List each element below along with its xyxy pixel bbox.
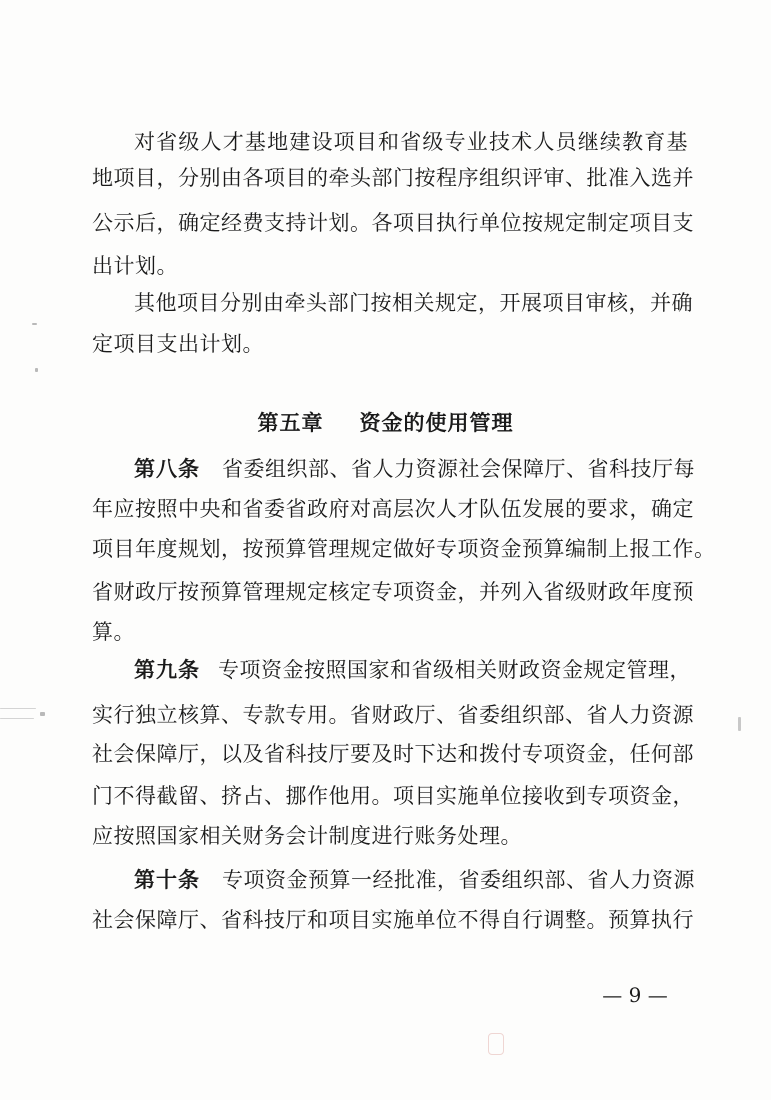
paragraph-1-line-1: 对省级人才基地建设项目和省级专业技术人员继续教育基: [134, 130, 688, 154]
chapter-heading: [0, 408, 771, 438]
article-9-line-2: 实行独立核算、专款专用。省财政厅、省委组织部、省人力资源: [92, 703, 694, 727]
article-9-text-1: 专项资金按照国家和省级相关财政资金规定管理，: [218, 658, 691, 682]
paragraph-1-line-2: 地项目，分别由各项目的牵头部门按程序组织评审、批准入选并: [92, 166, 694, 190]
paragraph-2-line-2: 定项目支出计划。: [92, 332, 264, 356]
article-9-line-1: [92, 656, 691, 684]
chapter-title: 资金的使用管理: [359, 411, 514, 435]
article-9-line-5: 应按照国家相关财务会计制度进行账务处理。: [92, 824, 522, 848]
article-8-line-4: 省财政厅按预算管理规定核定专项资金，并列入省级财政年度预: [92, 580, 694, 604]
scan-speck: [40, 712, 45, 716]
article-10-label: 第十条: [134, 868, 200, 892]
scan-speck: [738, 717, 741, 731]
paragraph-1-line-3: 公示后，确定经费支持计划。各项目执行单位按规定制定项目支: [92, 211, 694, 235]
article-8-text-1: 省委组织部、省人力资源社会保障厅、省科技厅每: [222, 457, 695, 481]
chapter-number: 第五章: [257, 411, 324, 435]
article-8-line-5: 算。: [92, 620, 135, 644]
article-8-line-1: [92, 455, 695, 483]
stamp-mark: [488, 1033, 504, 1055]
article-9-line-4: 门不得截留、挤占、挪作他用。项目实施单位接收到专项资金，: [92, 784, 694, 808]
article-8-line-3: 项目年度规划，按预算管理规定做好专项资金预算编制上报工作。: [92, 537, 716, 561]
scan-speck: [35, 368, 38, 372]
article-9-label: 第九条: [134, 658, 200, 682]
article-10-text-1: 专项资金预算一经批准，省委组织部、省人力资源: [222, 868, 695, 892]
paragraph-1-line-4: 出计划。: [92, 254, 178, 278]
scan-speck: [0, 708, 36, 709]
article-9-line-3: 社会保障厅，以及省科技厅要及时下达和拨付专项资金，任何部: [92, 742, 694, 766]
article-10-line-2: 社会保障厅、省科技厅和项目实施单位不得自行调整。预算执行: [92, 908, 694, 932]
article-8-line-2: 年应按照中央和省委省政府对高层次人才队伍发展的要求，确定: [92, 497, 694, 521]
page-number: — 9 —: [602, 983, 668, 1007]
scan-speck: [32, 323, 37, 325]
article-8-label: 第八条: [134, 457, 200, 481]
article-10-line-1: [92, 866, 695, 894]
paragraph-2-line-1: 其他项目分别由牵头部门按相关规定，开展项目审核，并确: [134, 291, 693, 315]
scan-speck: [0, 718, 34, 719]
